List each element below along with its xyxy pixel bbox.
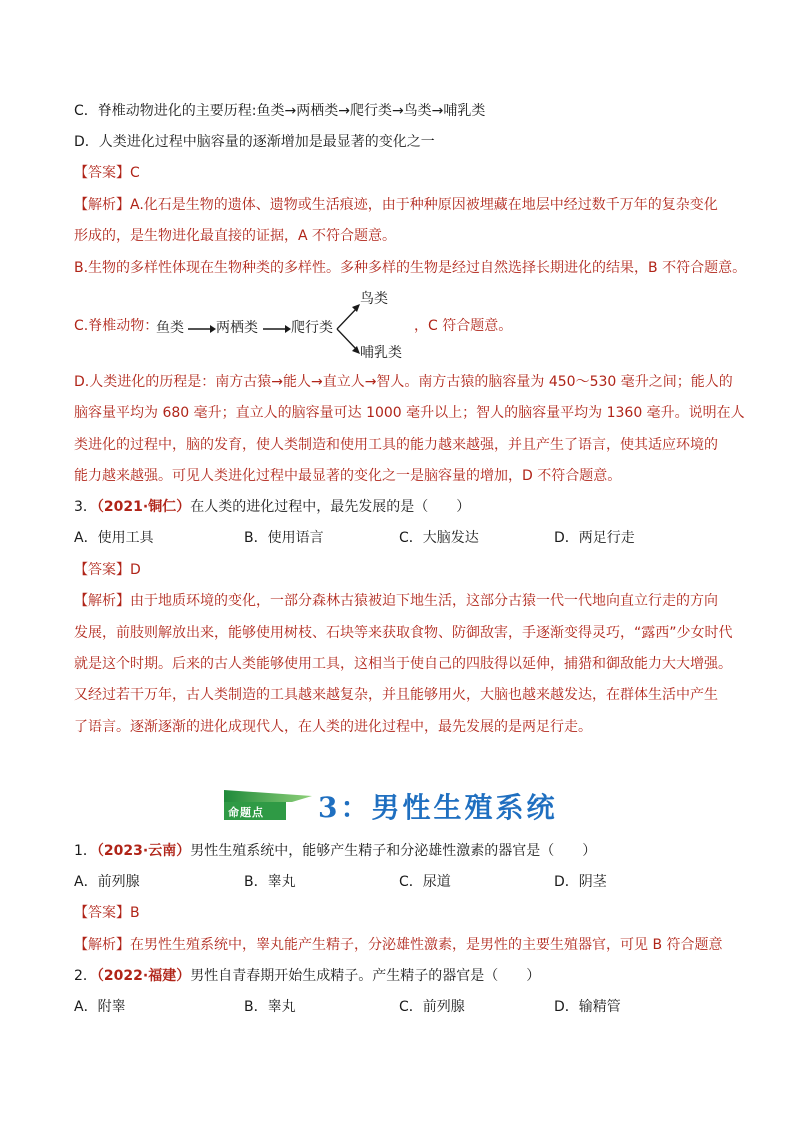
diagram-bird: 鸟类 xyxy=(360,291,388,307)
analysis-c-prefix: C.脊椎动物： xyxy=(74,318,159,334)
s3q2-stem-line xyxy=(74,966,540,986)
q3-option-b: B．使用语言 xyxy=(244,530,324,546)
analysis-a-text-1: A.化石是生物的遗体、遗物或生活痕迹，由于种种原因被埋藏在地层中经过数千万年的复杂变化 xyxy=(130,197,718,213)
s3q1-answer-tag: 【答案】 xyxy=(74,905,130,921)
analysis-b-line: B.生物的多样性体现在生物种类的多样性。多种多样的生物是经过自然选择长期进化的结果，B 不符合题意。 xyxy=(74,260,747,276)
q3-answer-tag: 【答案】 xyxy=(74,562,130,578)
analysis-a-line-2: 形成的，是生物进化最直接的证据，A 不符合题意。 xyxy=(74,228,397,244)
diagram-reptile: 爬行类 xyxy=(291,320,333,336)
q3-option-c: C．大脑发达 xyxy=(399,530,479,546)
analysis-tag: 【解析】 xyxy=(74,197,130,213)
answer-value: C xyxy=(130,165,140,181)
q3-analysis-tag: 【解析】 xyxy=(74,593,130,609)
q3-analysis-text-1: 由于地质环境的变化，一部分森林古猿被迫下地生活，这部分古猿一代一代地向直立行走的方向 xyxy=(130,593,718,609)
q3-analysis-line-4: 又经过若干万年，古人类制造的工具越来越复杂，并且能够用火，大脑也越来越发达，在群体生活中产生 xyxy=(74,687,718,703)
q3-stem-line xyxy=(74,497,470,517)
q3-analysis-line-1 xyxy=(74,591,718,611)
section-title: 3：男性生殖系统 xyxy=(318,791,558,824)
s3q1-option-d: D．阴茎 xyxy=(554,874,607,890)
q3-source: （2021·铜仁） xyxy=(96,499,191,515)
s3q2-number: 2． xyxy=(74,968,97,984)
s3q1-option-a: A．前列腺 xyxy=(74,874,140,890)
analysis-a-line-1 xyxy=(74,195,718,215)
s3q1-option-c: C．尿道 xyxy=(399,874,451,890)
s3q1-option-b: B．睾丸 xyxy=(244,874,296,890)
s3q1-stem-line xyxy=(74,841,596,861)
answer-line xyxy=(74,163,140,183)
analysis-d-line-3: 类进化的过程中，脑的发育，使人类制造和使用工具的能力越来越强，并且产生了语言，使其适应环境的 xyxy=(74,437,718,453)
s3q2-option-b: B．睾丸 xyxy=(244,999,296,1015)
section-badge: 命题点 xyxy=(228,806,264,819)
q3-stem: 在人类的进化过程中，最先发展的是（ ） xyxy=(190,499,471,515)
s3q2-option-c: C．前列腺 xyxy=(399,999,465,1015)
s3q1-answer-value: B xyxy=(130,905,140,921)
q3-option-d: D．两足行走 xyxy=(554,530,635,546)
q3-option-a: A．使用工具 xyxy=(74,530,154,546)
analysis-d-line-1: D.人类进化的历程是：南方古猿→能人→直立人→智人。南方古猿的脑容量为 450～530 毫升之间；能人的 xyxy=(74,374,733,390)
s3q1-answer-line xyxy=(74,903,140,923)
s3q2-stem: 男性自青春期开始生成精子。产生精子的器官是（ ） xyxy=(190,968,541,984)
s3q1-analysis-line xyxy=(74,935,723,955)
q3-number: 3． xyxy=(74,499,97,515)
s3q1-source: （2023·云南） xyxy=(96,843,191,859)
s3q2-option-a: A．附睾 xyxy=(74,999,126,1015)
arrow-right-icon xyxy=(263,324,291,334)
analysis-d-line-2: 脑容量平均为 680 毫升；直立人的脑容量可达 1000 毫升以上；智人的脑容量平均为 1360 毫升。说明在人 xyxy=(74,405,745,421)
q3-answer-value: D xyxy=(130,562,141,578)
section-banner xyxy=(222,784,582,828)
s3q2-source: （2022·福建） xyxy=(96,968,191,984)
q3-answer-line xyxy=(74,560,141,580)
option-d: D．人类进化过程中脑容量的逐渐增加是最显著的变化之一 xyxy=(74,134,435,150)
diagram-amphibian: 两栖类 xyxy=(216,320,258,336)
diagram-mammal: 哺乳类 xyxy=(360,345,402,361)
s3q1-stem: 男性生殖系统中，能够产生精子和分泌雄性激素的器官是（ ） xyxy=(190,843,597,859)
q3-analysis-line-5: 了语言。逐渐逐渐的进化成现代人，在人类的进化过程中，最先发展的是两足行走。 xyxy=(74,719,592,735)
q3-analysis-line-3: 就是这个时期。后来的古人类能够使用工具，这相当于使自己的四肢得以延伸，捕猎和御敌能力大大增强。 xyxy=(74,656,732,672)
diagram-fish: 鱼类 xyxy=(156,320,184,336)
analysis-d-line-4: 能力越来越强。可见人类进化过程中最显著的变化之一是脑容量的增加，D 不符合题意。 xyxy=(74,468,622,484)
branch-arrows-icon xyxy=(336,302,362,356)
evolution-diagram xyxy=(150,288,410,364)
s3q1-analysis-tag: 【解析】 xyxy=(74,937,130,953)
s3q1-number: 1． xyxy=(74,843,97,859)
s3q1-analysis-text: 在男性生殖系统中，睾丸能产生精子，分泌雄性激素，是男性的主要生殖器官，可见 B 符合题意 xyxy=(130,937,723,953)
s3q2-option-d: D．输精管 xyxy=(554,999,621,1015)
answer-tag: 【答案】 xyxy=(74,165,130,181)
q3-analysis-line-2: 发展，前肢则解放出来，能够使用树枝、石块等来获取食物、防御敌害，手逐渐变得灵巧，“露西”少女时代 xyxy=(74,625,733,641)
option-c: C．脊椎动物进化的主要历程:鱼类→两栖类→爬行类→鸟类→哺乳类 xyxy=(74,103,486,119)
arrow-right-icon xyxy=(188,324,216,334)
analysis-c-suffix: ，C 符合题意。 xyxy=(414,318,513,334)
